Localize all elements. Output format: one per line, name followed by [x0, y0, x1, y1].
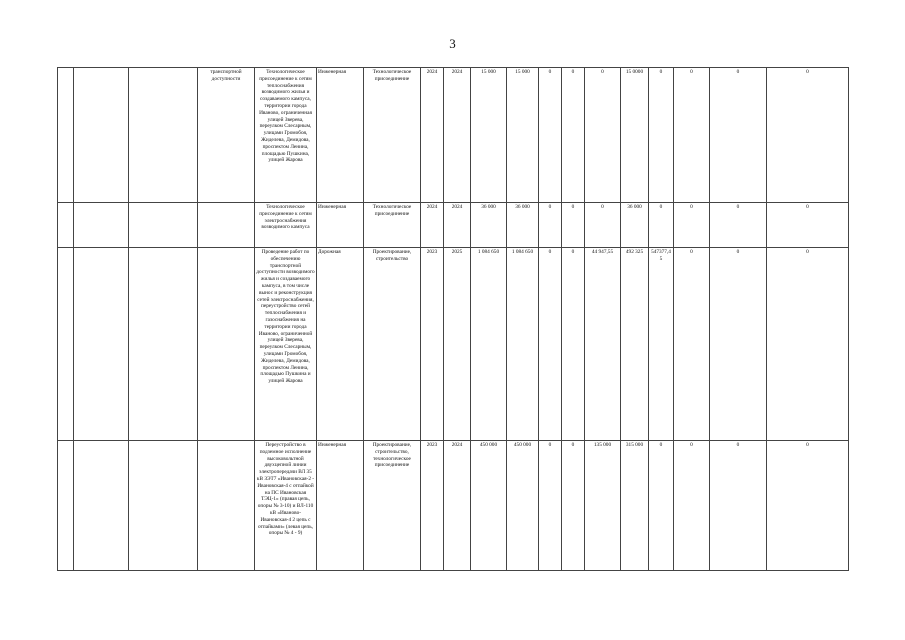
cell-start-year: 2024: [421, 203, 444, 248]
cell-purpose: транспортной доступности: [198, 68, 255, 203]
cell-value: 0: [767, 441, 849, 571]
cell-value: 0: [585, 203, 621, 248]
cell-value: 135 000: [585, 441, 621, 571]
table-row: [58, 248, 849, 441]
cell-start-year: 2023: [421, 441, 444, 571]
cell-value: 0: [562, 203, 585, 248]
cell-end-year: 2025: [444, 248, 471, 441]
cell-value: 0: [649, 441, 674, 571]
cell-value: 0: [674, 441, 710, 571]
cell-blank: [129, 68, 198, 203]
cell-type: Инженерная: [317, 441, 364, 571]
cell-blank: [74, 68, 129, 203]
cell-object: Переустройство в подземное исполнение высоковольтной двухцепной линии электропередачи ВЛ 35 кВ ЗЭТ7 «Ивановская-2 - Ивановская-4 с отпайкой на ПС Ивановская ТЭЦ-1» (правая цепь, опоры № 3-10) и ВЛ-110 кВ «Иваново-Ивановская-4 2 цепь с отпайками» (левая цепь, опоры № 4 - 9): [255, 441, 317, 571]
cell-value: 0: [710, 203, 767, 248]
cell-num: [58, 441, 74, 571]
cell-cost: 450 000: [471, 441, 507, 571]
cell-work: Проектирование, строительство: [364, 248, 421, 441]
cell-value: 0: [562, 68, 585, 203]
cell-cost: 15 000: [471, 68, 507, 203]
cell-total: 36 000: [507, 203, 539, 248]
cell-value: 36 000: [621, 203, 649, 248]
cell-value: 0: [562, 248, 585, 441]
cell-type: Дорожная: [317, 248, 364, 441]
cell-blank: [74, 248, 129, 441]
cell-blank: [129, 248, 198, 441]
cell-work: Технологическое присоединение: [364, 68, 421, 203]
cell-value: 0: [649, 203, 674, 248]
cell-total: 450 000: [507, 441, 539, 571]
cell-end-year: 2024: [444, 203, 471, 248]
cell-type: Инженерная: [317, 203, 364, 248]
cell-purpose: [198, 441, 255, 571]
cell-work: Проектирование, строительство, технологическое присоединение: [364, 441, 421, 571]
cell-total: 15 000: [507, 68, 539, 203]
table-row: [58, 441, 849, 571]
cell-start-year: 2024: [421, 68, 444, 203]
table-row: [58, 203, 849, 248]
cell-value: 0: [539, 441, 562, 571]
cell-value: 0: [649, 68, 674, 203]
cell-value: 0: [767, 68, 849, 203]
cell-value: 315 000: [621, 441, 649, 571]
cell-blank: [129, 441, 198, 571]
investment-table: [57, 67, 849, 571]
cell-num: [58, 68, 74, 203]
cell-value: 0: [710, 248, 767, 441]
cell-value: 0: [767, 203, 849, 248]
cell-value: 0: [710, 441, 767, 571]
cell-value: 0: [674, 203, 710, 248]
cell-type: Инженерная: [317, 68, 364, 203]
cell-value: 0: [539, 68, 562, 203]
cell-value: 0: [767, 248, 849, 441]
table-row: [58, 68, 849, 203]
cell-value: 0: [539, 203, 562, 248]
page-number: 3: [449, 36, 456, 51]
cell-end-year: 2024: [444, 441, 471, 571]
cell-object: Технологическое присоединение к сетям электроснабжения возводимого кампуса: [255, 203, 317, 248]
cell-blank: [129, 203, 198, 248]
cell-blank: [74, 203, 129, 248]
cell-value: 0: [674, 248, 710, 441]
cell-num: [58, 248, 74, 441]
cell-purpose: [198, 203, 255, 248]
cell-value: 0: [562, 441, 585, 571]
cell-cost: 1 084 650: [471, 248, 507, 441]
cell-cost: 36 000: [471, 203, 507, 248]
cell-object: Проведение работ по обеспечению транспортной доступности возводимого жилья и создаваемого кампуса, в том числе вынос и реконструкция сетей электроснабжения, переустройство сетей теплоснабжения и газоснабжения на территории города Иваново, ограниченной улицей Зверева, переулком Слесарным, улицами Громобоя, Жиделева, Демидова, проспектом Ленина, площадью Пушкина и улицей Жарова: [255, 248, 317, 441]
cell-value: 44 947,55: [585, 248, 621, 441]
cell-value: 547377,45: [649, 248, 674, 441]
cell-work: Технологическое присоединение: [364, 203, 421, 248]
cell-value: 492 325: [621, 248, 649, 441]
cell-object: Технологическое присоединение к сетям теплоснабжения возводимого жилья и создаваемого кампуса, территории города Иваново, ограниченная улицей Зверева, переулком Слесарным, улицами Громобоя, Жиделева, Демидова, проспектом Ленина, площадью Пушкина, улицей Жарова: [255, 68, 317, 203]
cell-start-year: 2023: [421, 248, 444, 441]
cell-value: 0: [539, 248, 562, 441]
cell-total: 1 084 650: [507, 248, 539, 441]
cell-value: 0: [710, 68, 767, 203]
cell-blank: [74, 441, 129, 571]
cell-value: 0: [674, 68, 710, 203]
cell-end-year: 2024: [444, 68, 471, 203]
cell-value: 0: [585, 68, 621, 203]
cell-num: [58, 203, 74, 248]
cell-value: 15 0000: [621, 68, 649, 203]
cell-purpose: [198, 248, 255, 441]
